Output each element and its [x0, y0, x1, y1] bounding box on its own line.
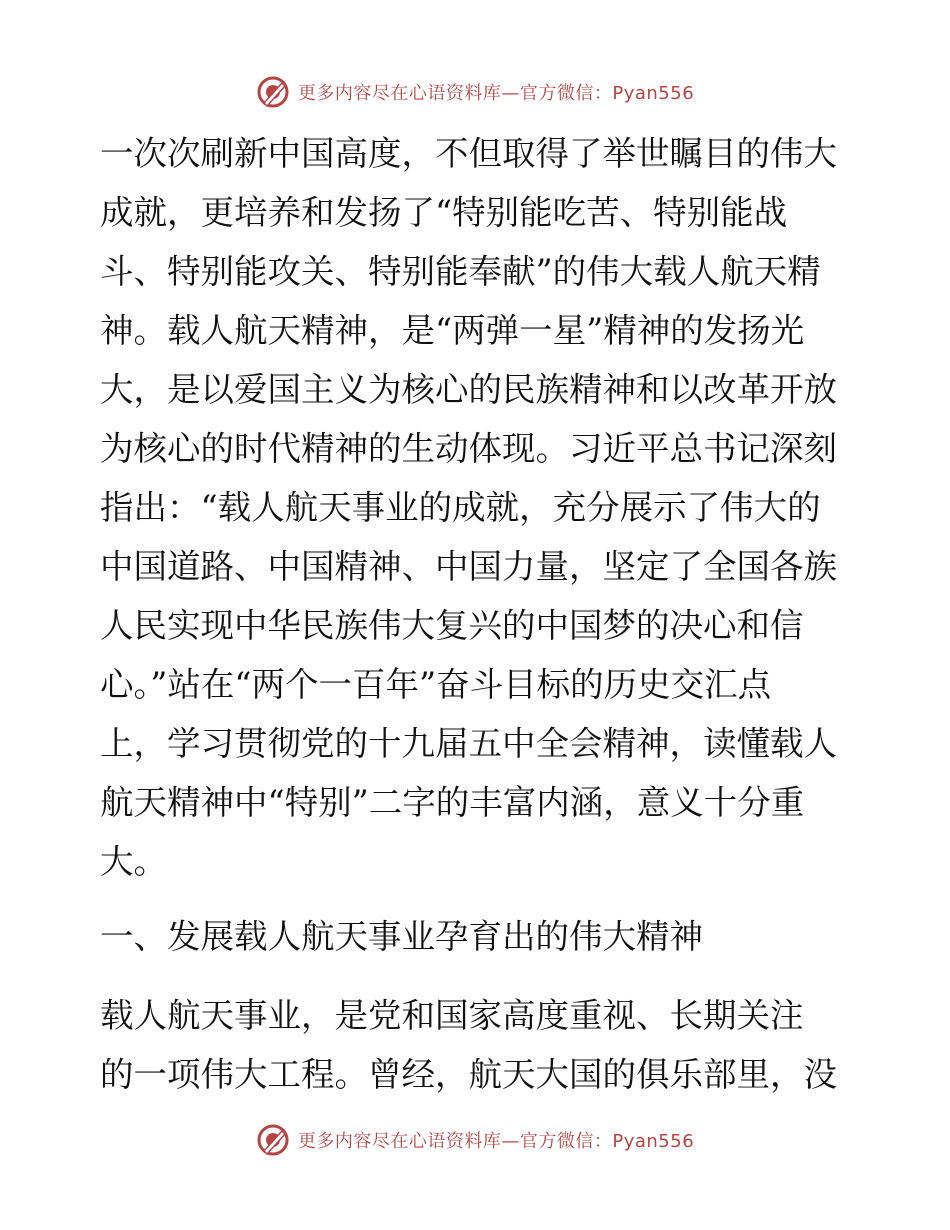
footer-banner-text: 更多内容尽在心语资料库—官方微信：Pyan556 — [297, 1131, 695, 1152]
text-line: 指出：“载人航天事业的成就，充分展示了伟大的 — [100, 488, 821, 527]
paragraph-2 — [100, 986, 860, 1104]
footer-banner — [0, 1120, 950, 1160]
text-line: 一次次刷新中国高度，不但取得了举世瞩目的伟大 — [100, 134, 837, 173]
section-heading: 一、发展载人航天事业孕育出的伟大精神 — [100, 917, 703, 956]
red-circle-pen-logo-icon — [256, 75, 290, 109]
text-line: 中国道路、中国精神、中国力量，坚定了全国各族 — [100, 547, 837, 586]
text-line: 为核心的时代精神的生动体现。习近平总书记深刻 — [100, 429, 837, 468]
text-line: 成就，更培养和发扬了“特别能吃苦、特别能战 — [100, 193, 788, 232]
text-line: 大。 — [100, 842, 167, 881]
text-line: 载人航天事业，是党和国家高度重视、长期关注 — [100, 996, 804, 1035]
text-line: 神。载人航天精神，是“两弹一星”精神的发扬光 — [100, 311, 805, 350]
paragraph-1 — [100, 124, 860, 891]
header-banner — [0, 72, 950, 112]
text-line: 人民实现中华民族伟大复兴的中国梦的决心和信 — [100, 606, 804, 645]
text-line: 大，是以爱国主义为核心的民族精神和以改革开放 — [100, 370, 837, 409]
text-line: 斗、特别能攻关、特别能奉献”的伟大载人航天精 — [100, 252, 821, 291]
text-line: 航天精神中“特别”二字的丰富内涵，意义十分重 — [100, 783, 805, 822]
text-line: 的一项伟大工程。曾经，航天大国的俱乐部里，没 — [100, 1055, 837, 1094]
text-line: 心。”站在“两个一百年”奋斗目标的历史交汇点 — [100, 665, 772, 704]
text-line: 上，学习贯彻党的十九届五中全会精神，读懂载人 — [100, 724, 837, 763]
document-body — [100, 124, 860, 1104]
header-banner-text: 更多内容尽在心语资料库—官方微信：Pyan556 — [297, 83, 695, 104]
red-circle-pen-logo-icon — [256, 1123, 290, 1157]
